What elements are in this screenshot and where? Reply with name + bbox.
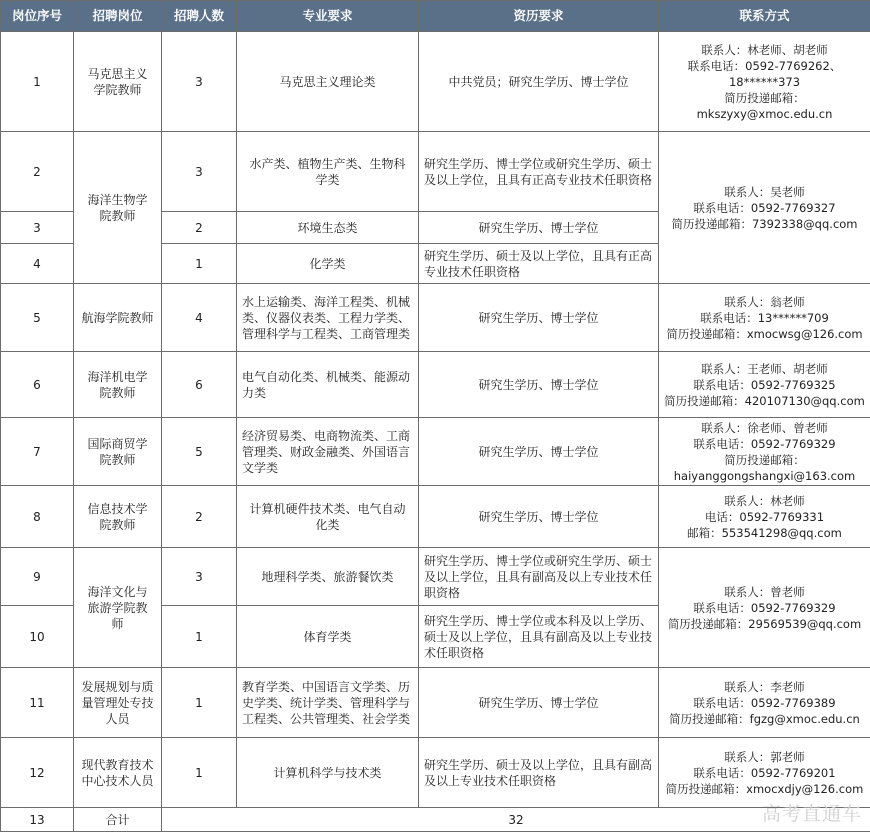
cell-qual: 研究生学历、博士学位或本科及以上学历、硕士及以上学位，且具有副高及以上专业技术任职资格	[419, 606, 659, 668]
cell-contact	[659, 548, 870, 668]
contact-line: 联系人：吴老师	[661, 184, 868, 200]
cell-qual: 研究生学历、博士学位	[419, 284, 659, 352]
cell-major: 电气自动化类、机械类、能源动力类	[237, 352, 419, 418]
cell-seq: 4	[1, 244, 74, 284]
cell-major: 计算机科学与技术类	[237, 738, 419, 808]
contact-line: mkszyxy@xmoc.edu.cn	[661, 106, 868, 122]
table-row	[1, 132, 870, 212]
contact-line: 简历投递邮箱：	[661, 90, 868, 106]
cell-num: 3	[162, 32, 237, 132]
cell-major: 体育学类	[237, 606, 419, 668]
cell-post: 海洋文化与旅游学院教师	[74, 548, 162, 668]
cell-seq: 9	[1, 548, 74, 606]
cell-qual: 中共党员；研究生学历、博士学位	[419, 32, 659, 132]
contact-line: 联系人：林老师、胡老师	[661, 42, 868, 58]
contact-line: 联系电话：0592-7769329	[661, 436, 868, 452]
cell-post: 发展规划与质量管理处专技人员	[74, 668, 162, 738]
cell-num: 2	[162, 212, 237, 244]
cell-seq: 2	[1, 132, 74, 212]
table-row	[1, 32, 870, 132]
cell-qual: 研究生学历、硕士及以上学位，且具有副高及以上专业技术任职资格	[419, 738, 659, 808]
cell-num: 3	[162, 548, 237, 606]
watermark: 高考直通车	[762, 799, 862, 826]
cell-contact	[659, 486, 870, 548]
contact-line: 简历投递邮箱：xmocxdjy@126.com	[661, 781, 868, 797]
table-row	[1, 284, 870, 352]
cell-seq: 8	[1, 486, 74, 548]
total-value: 32	[162, 808, 870, 832]
cell-contact	[659, 418, 870, 486]
cell-major: 经济贸易类、电商物流类、工商管理类、财政金融类、外国语言文学类	[237, 418, 419, 486]
header-major: 专业要求	[237, 1, 419, 32]
contact-line: 18******373	[661, 74, 868, 90]
contact-line: 联系电话：0592-7769262、	[661, 58, 868, 74]
cell-seq: 5	[1, 284, 74, 352]
table-row	[1, 486, 870, 548]
cell-num: 6	[162, 352, 237, 418]
contact-line: 联系电话：0592-7769389	[661, 695, 868, 711]
cell-major: 环境生态类	[237, 212, 419, 244]
contact-line: 联系人：徐老师、曾老师	[661, 420, 868, 436]
cell-post: 海洋机电学院教师	[74, 352, 162, 418]
cell-contact	[659, 738, 870, 808]
cell-seq: 6	[1, 352, 74, 418]
contact-line: 联系人：郭老师	[661, 749, 868, 765]
contact-line: 简历投递邮箱：29569539@qq.com	[661, 616, 868, 632]
table-header-row	[1, 1, 870, 32]
cell-seq: 10	[1, 606, 74, 668]
header-num: 招聘人数	[162, 1, 237, 32]
cell-seq: 7	[1, 418, 74, 486]
header-qual: 资历要求	[419, 1, 659, 32]
contact-line: 联系人：李老师	[661, 679, 868, 695]
table-row	[1, 418, 870, 486]
contact-line: 邮箱：553541298@qq.com	[661, 525, 868, 541]
cell-qual: 研究生学历、博士学位	[419, 418, 659, 486]
header-post: 招聘岗位	[74, 1, 162, 32]
cell-contact	[659, 352, 870, 418]
cell-seq: 12	[1, 738, 74, 808]
contact-line: haiyanggongshangxi@163.com	[661, 468, 868, 484]
cell-contact	[659, 32, 870, 132]
cell-seq: 11	[1, 668, 74, 738]
cell-num: 2	[162, 486, 237, 548]
contact-line: 联系电话：0592-7769325	[661, 377, 868, 393]
cell-major: 马克思主义理论类	[237, 32, 419, 132]
contact-line: 联系电话：0592-7769201	[661, 765, 868, 781]
cell-num: 3	[162, 132, 237, 212]
table-row	[1, 668, 870, 738]
cell-post: 航海学院教师	[74, 284, 162, 352]
cell-num: 5	[162, 418, 237, 486]
cell-contact	[659, 132, 870, 284]
cell-qual: 研究生学历、博士学位	[419, 668, 659, 738]
contact-line: 联系人：曾老师	[661, 584, 868, 600]
cell-major: 地理科学类、旅游餐饮类	[237, 548, 419, 606]
cell-contact	[659, 668, 870, 738]
contact-line: 简历投递邮箱：420107130@qq.com	[661, 393, 868, 409]
table-row	[1, 548, 870, 606]
cell-post: 国际商贸学院教师	[74, 418, 162, 486]
cell-major: 计算机硬件技术类、电气自动化类	[237, 486, 419, 548]
cell-contact	[659, 284, 870, 352]
cell-seq: 1	[1, 32, 74, 132]
cell-seq: 3	[1, 212, 74, 244]
contact-line: 联系人：翁老师	[661, 294, 868, 310]
contact-line: 联系人：王老师、胡老师	[661, 361, 868, 377]
header-seq: 岗位序号	[1, 1, 74, 32]
contact-line: 联系人：林老师	[661, 493, 868, 509]
cell-major: 教育学类、中国语言文学类、历史学类、统计学类、管理科学与工程类、公共管理类、社会学类	[237, 668, 419, 738]
contact-line: 电话：0592-7769331	[661, 509, 868, 525]
total-row	[1, 808, 870, 832]
cell-qual: 研究生学历、博士学位或研究生学历、硕士及以上学位，且具有正高专业技术任职资格	[419, 132, 659, 212]
cell-major: 水产类、植物生产类、生物科学类	[237, 132, 419, 212]
cell-post: 马克思主义学院教师	[74, 32, 162, 132]
cell-post: 现代教育技术中心技术人员	[74, 738, 162, 808]
cell-num: 1	[162, 668, 237, 738]
cell-qual: 研究生学历、硕士及以上学位，且具有正高专业技术任职资格	[419, 244, 659, 284]
cell-qual: 研究生学历、博士学位	[419, 352, 659, 418]
header-contact: 联系方式	[659, 1, 870, 32]
total-label: 合计	[74, 808, 162, 832]
contact-line: 简历投递邮箱：7392338@qq.com	[661, 216, 868, 232]
cell-num: 1	[162, 606, 237, 668]
cell-post: 信息技术学院教师	[74, 486, 162, 548]
contact-line: 联系电话：0592-7769329	[661, 600, 868, 616]
cell-qual: 研究生学历、博士学位	[419, 486, 659, 548]
contact-line: 简历投递邮箱：	[661, 452, 868, 468]
contact-line: 简历投递邮箱：xmocwsg@126.com	[661, 326, 868, 342]
contact-line: 简历投递邮箱：fgzg@xmoc.edu.cn	[661, 711, 868, 727]
cell-num: 1	[162, 738, 237, 808]
cell-major: 化学类	[237, 244, 419, 284]
cell-seq: 13	[1, 808, 74, 832]
cell-num: 4	[162, 284, 237, 352]
cell-num: 1	[162, 244, 237, 284]
cell-qual: 研究生学历、博士学位	[419, 212, 659, 244]
cell-qual: 研究生学历、博士学位或研究生学历、硕士及以上学位，且具有副高及以上专业技术任职资格	[419, 548, 659, 606]
table-row	[1, 738, 870, 808]
cell-major: 水上运输类、海洋工程类、机械类、仪器仪表类、工程力学类、管理科学与工程类、工商管理类	[237, 284, 419, 352]
cell-post: 海洋生物学院教师	[74, 132, 162, 284]
contact-line: 联系电话：13******709	[661, 310, 868, 326]
table-row	[1, 352, 870, 418]
contact-line: 联系电话：0592-7769327	[661, 200, 868, 216]
